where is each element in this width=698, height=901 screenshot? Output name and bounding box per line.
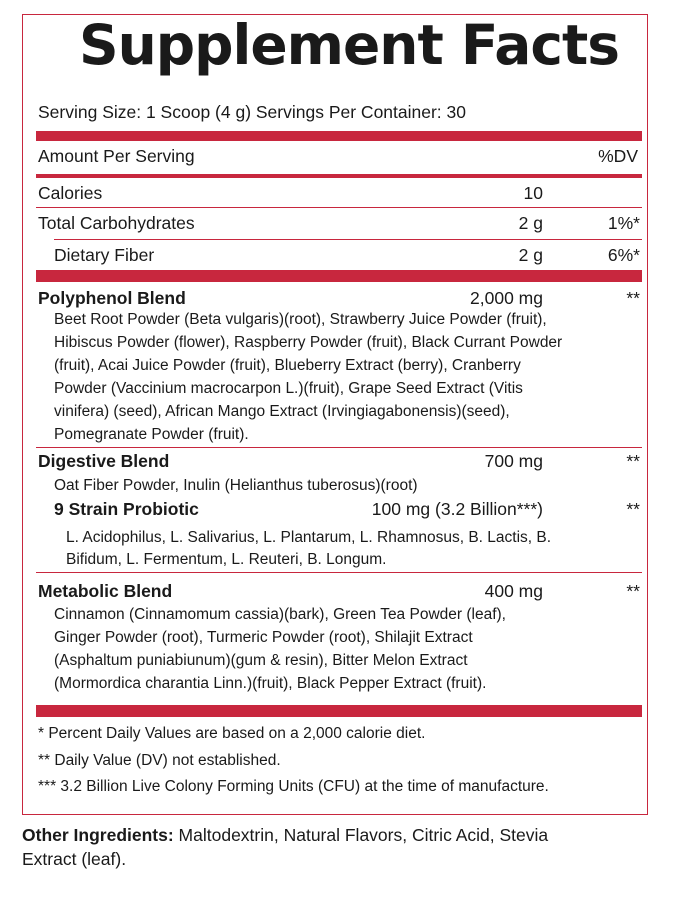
nutrient-amount-calories: 10 [523, 183, 543, 203]
thick-divider [36, 705, 642, 717]
thick-divider [36, 131, 642, 141]
blend-name-polyphenol: Polyphenol Blend [38, 288, 186, 308]
footnote: * Percent Daily Values are based on a 2,000 calorie diet. [38, 725, 426, 742]
amount-per-serving-label: Amount Per Serving [38, 146, 195, 166]
panel-title: Supplement Facts [79, 13, 619, 77]
ingredient-line: (Mormordica charantia Linn.)(fruit), Black Pepper Extract (fruit). [54, 675, 487, 692]
ingredient-line: L. Acidophilus, L. Salivarius, L. Plantarum, L. Rhamnosus, B. Lactis, B. [66, 529, 552, 546]
row-divider [54, 239, 642, 240]
nutrient-name-fiber: Dietary Fiber [54, 245, 155, 265]
other-ingredients-continued: Extract (leaf). [22, 849, 127, 869]
ingredient-line: (Asphaltum puniabiunum)(gum & resin), Bitter Melon Extract [54, 652, 468, 669]
other-ingredients-text: Maltodextrin, Natural Flavors, Citric Acid, Stevia [173, 825, 549, 845]
blend-amount-polyphenol: 2,000 mg [470, 288, 543, 308]
nutrient-name-calories: Calories [38, 183, 103, 203]
ingredient-line: Powder (Vaccinium macrocarpon L.)(fruit), Grape Seed Extract (Vitis [54, 380, 523, 397]
blend-amount-probiotic: 100 mg (3.2 Billion***) [371, 499, 543, 519]
nutrient-dv-carbs: 1%* [607, 213, 640, 233]
row-divider [36, 572, 642, 573]
ingredient-line: Bifidum, L. Fermentum, L. Reuteri, B. Longum. [66, 551, 387, 568]
row-divider [36, 447, 642, 448]
footnote: ** Daily Value (DV) not established. [38, 752, 281, 769]
blend-name-probiotic: 9 Strain Probiotic [54, 499, 199, 519]
nutrient-dv-fiber: 6%* [607, 245, 640, 265]
blend-dv-polyphenol: ** [626, 288, 640, 308]
blend-amount-digestive: 700 mg [484, 451, 543, 471]
footnote: *** 3.2 Billion Live Colony Forming Units (CFU) at the time of manufacture. [38, 778, 549, 795]
ingredient-line: (fruit), Acai Juice Powder (fruit), Blueberry Extract (berry), Cranberry [54, 357, 521, 374]
ingredient-line: Ginger Powder (root), Turmeric Powder (root), Shilajit Extract [54, 629, 473, 646]
ingredient-line: Pomegranate Powder (fruit). [54, 426, 249, 443]
blend-name-digestive: Digestive Blend [38, 451, 170, 471]
blend-ingredients-digestive: Oat Fiber Powder, Inulin (Helianthus tuberosus)(root) [54, 477, 418, 494]
row-divider [36, 207, 642, 208]
blend-dv-probiotic: ** [626, 499, 640, 519]
blend-dv-digestive: ** [626, 451, 640, 471]
ingredient-line: Hibiscus Powder (flower), Raspberry Powder (fruit), Black Currant Powder [54, 334, 563, 351]
serving-info: Serving Size: 1 Scoop (4 g) Servings Per Container: 30 [38, 102, 466, 122]
nutrient-amount-carbs: 2 g [518, 213, 543, 233]
medium-divider [36, 174, 642, 178]
nutrient-amount-fiber: 2 g [518, 245, 543, 265]
other-ingredients-label: Other Ingredients: [22, 825, 174, 845]
blend-amount-metabolic: 400 mg [484, 581, 543, 601]
ingredient-line: vinifera) (seed), African Mango Extract (Irvingiagabonensis)(seed), [54, 403, 510, 420]
blend-dv-metabolic: ** [626, 581, 640, 601]
blend-name-metabolic: Metabolic Blend [38, 581, 173, 601]
dv-header: %DV [598, 146, 638, 166]
other-ingredients [22, 827, 548, 845]
ingredient-line: Beet Root Powder (Beta vulgaris)(root), Strawberry Juice Powder (fruit), [54, 311, 547, 328]
nutrient-name-carbs: Total Carbohydrates [38, 213, 195, 233]
ingredient-line: Cinnamon (Cinnamomum cassia)(bark), Green Tea Powder (leaf), [54, 606, 506, 623]
thick-divider [36, 270, 642, 282]
